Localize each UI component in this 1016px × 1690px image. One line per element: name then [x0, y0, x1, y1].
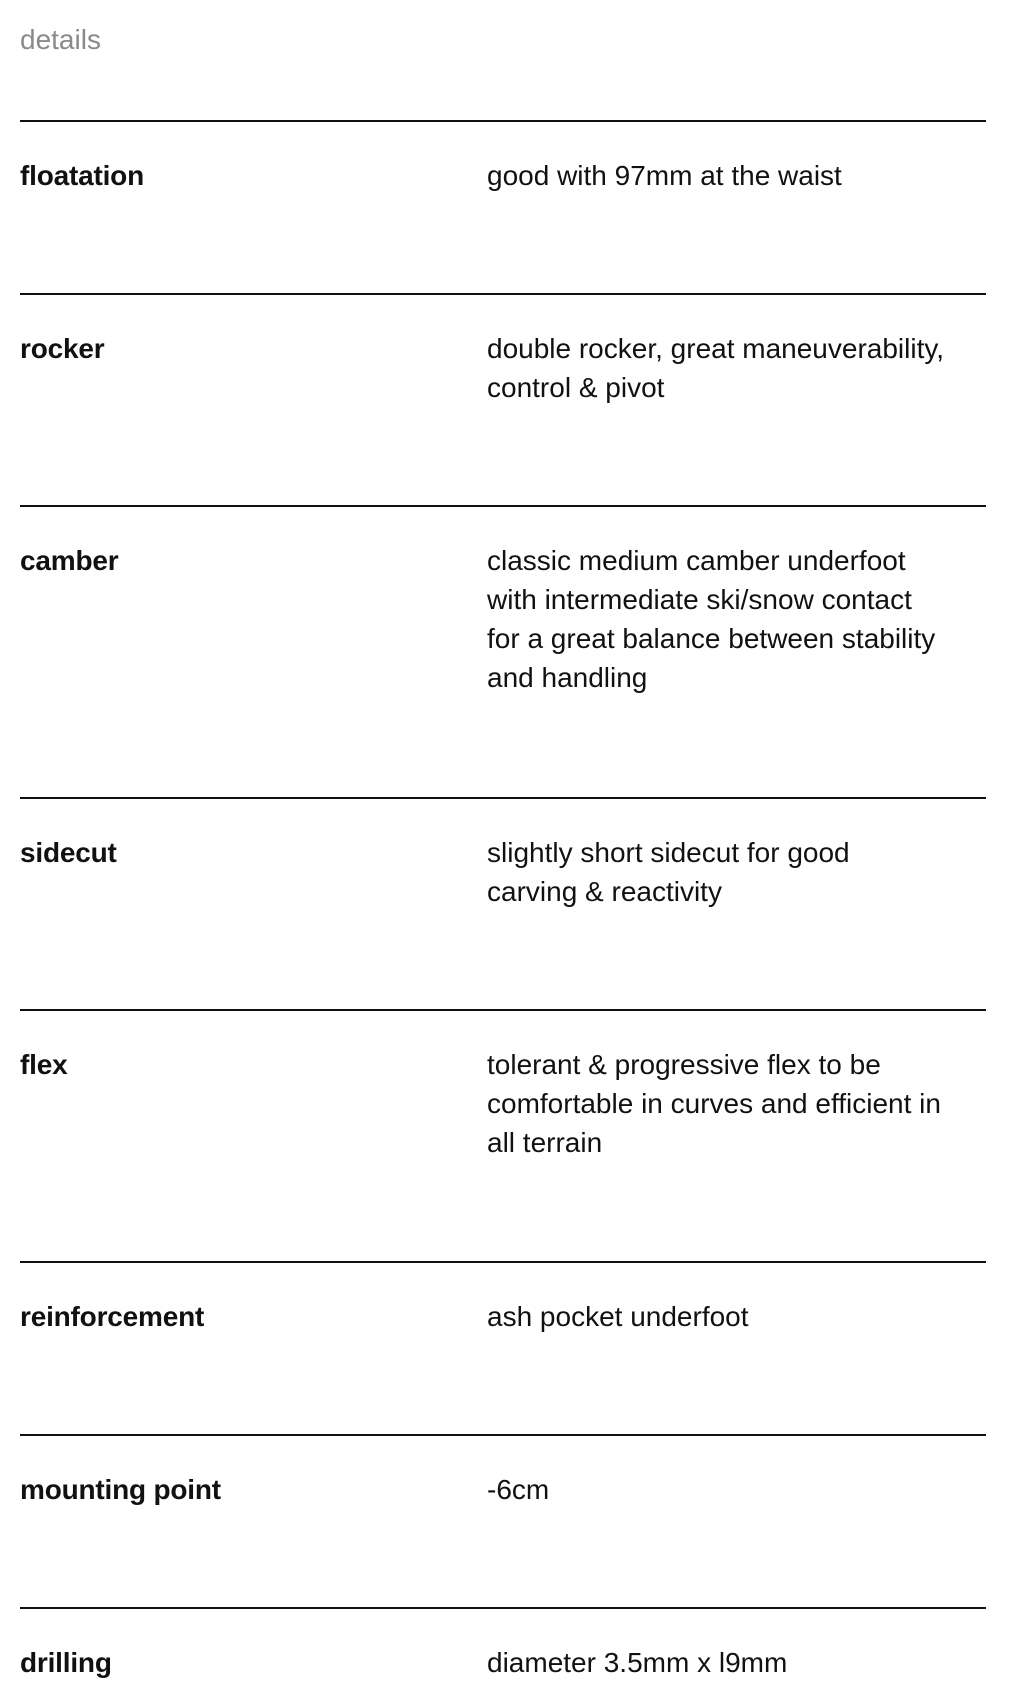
detail-value: double rocker, great maneuverability, control & pivot: [487, 333, 945, 403]
detail-value: diameter 3.5mm x l9mm: [487, 1647, 788, 1678]
detail-key: rocker: [20, 333, 105, 364]
detail-key: flex: [20, 1049, 68, 1080]
detail-row-camber: [20, 505, 986, 797]
detail-row-flex: [20, 1009, 986, 1261]
detail-key: drilling: [20, 1647, 112, 1678]
detail-row-mounting-point: [20, 1434, 986, 1607]
detail-key: camber: [20, 545, 119, 576]
section-title: details: [20, 24, 101, 55]
detail-value: tolerant & progressive flex to be comfortable in curves and efficient in all terrain: [487, 1049, 941, 1158]
detail-row-floatation: [20, 120, 986, 293]
detail-key: floatation: [20, 160, 144, 191]
detail-value: good with 97mm at the waist: [487, 160, 842, 191]
detail-value: slightly short sidecut for good carving & reactivity: [487, 837, 850, 907]
detail-row-sidecut: [20, 797, 986, 1009]
details-list: [20, 120, 986, 1687]
detail-value: classic medium camber underfoot with intermediate ski/snow contact for a great balance between stability and handling: [487, 545, 936, 693]
detail-row-rocker: [20, 293, 986, 505]
detail-key: mounting point: [20, 1474, 221, 1505]
detail-key: sidecut: [20, 837, 117, 868]
detail-key: reinforcement: [20, 1301, 205, 1332]
detail-row-reinforcement: [20, 1261, 986, 1434]
detail-value: ash pocket underfoot: [487, 1301, 749, 1332]
detail-row-drilling: [20, 1607, 986, 1687]
detail-value: -6cm: [487, 1474, 550, 1505]
